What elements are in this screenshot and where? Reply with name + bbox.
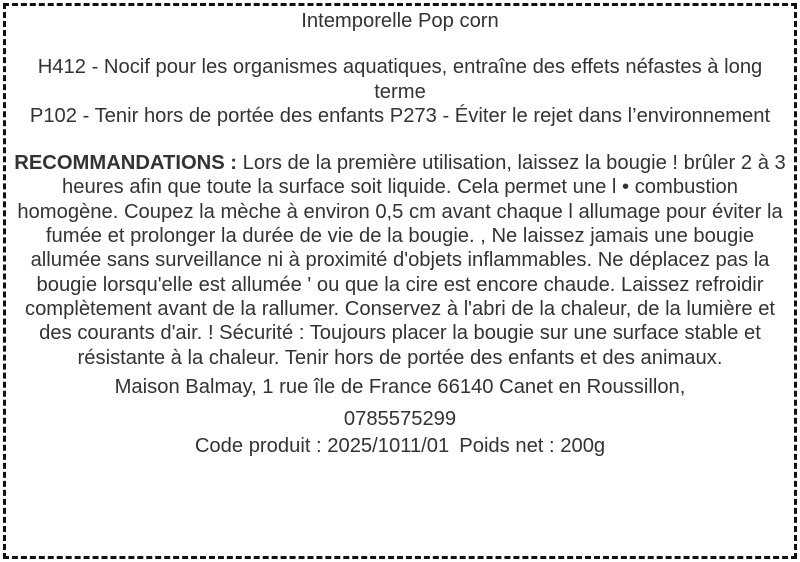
product-code: Code produit : 2025/1011/01 xyxy=(194,434,450,457)
recommendations-title: RECOMMANDATIONS : xyxy=(14,152,238,175)
label-content xyxy=(14,9,786,458)
footer-line xyxy=(14,434,786,458)
spacer xyxy=(14,128,786,151)
precautionary-statements: P102 - Tenir hors de portée des enfants P273 - Éviter le rejet dans l’environnement xyxy=(29,104,771,127)
product-name: Intemporelle Pop corn xyxy=(301,10,499,32)
manufacturer-phone: 0785575299 xyxy=(343,407,457,430)
net-weight: Poids net : 200g xyxy=(459,434,606,457)
recommendations-block xyxy=(14,151,786,370)
hazard-statement-h412: H412 - Nocif pour les organismes aquatiques, entraîne des effets néfastes à long terme xyxy=(37,56,763,103)
manufacturer-address: Maison Balmay, 1 rue île de France 66140 Canet en Roussillon, xyxy=(114,375,686,398)
recommendations-text: Lors de la première utilisation, laissez la bougie ! brûler 2 à 3 heures afin que toute la surface soit liquide. Cela permet une l • combustion homogène. Coupez la mèche à environ 0,5 cm avant chaque l allumage pour éviter la fumée et prolonger la durée de vie de la bougie. , Ne laissez jamais une bougie allumée sans surveillance ni à proximité d'objets inflammables. Ne déplacez pas la bougie lorsqu'elle est allumée ' ou que la cire est encore chaude. Laissez refroidir complètement avant de la rallumer. Conservez à l'abri de la chaleur, de la lumière et des courants d'air. ! Sécurité : Toujours placer la bougie sur une surface stable et résistante à la chaleur. Tenir hors de portée des enfants et des animaux. xyxy=(17,152,786,369)
spacer xyxy=(14,33,786,55)
